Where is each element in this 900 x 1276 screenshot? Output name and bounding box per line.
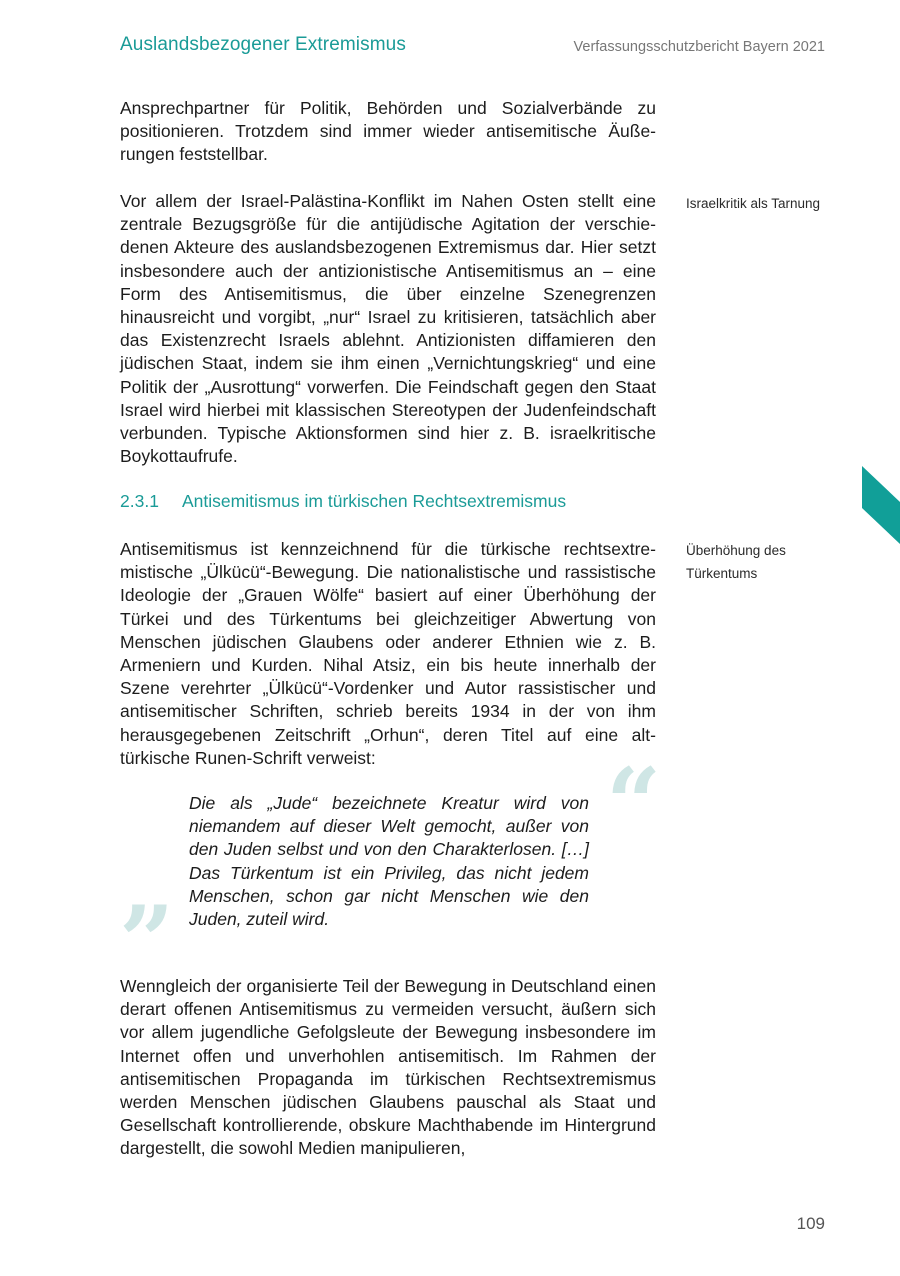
paragraph-intro: Ansprechpartner für Politik, Behörden und Sozialverbände zu positionieren. Trotzdem sind immer wieder antisemitische Äußerungen feststellbar. — [120, 98, 656, 165]
paragraph-organised-movement: Wenngleich der organisierte Teil der Bewegung in Deutschland einen derart offenen Antisemitismus zu vermeiden versucht, äußern sich vor allem jugendliche Gefolgsleute der Bewegung insbesondere im Internet offen und unverhohlen antisemitisch. Im Rahmen der antisemitischen Propaganda im türkischen Rechtsextremismus werden Menschen jüdischen Glaubens pauschal als Staat und Gesellschaft kontrollierende, obskure Machthabende im Hintergrund dargestellt, die sowohl Medien manipulieren, — [120, 976, 656, 1159]
margin-note-israelkritik: Israelkritik als Tarnung — [686, 196, 821, 211]
section-title: Antisemitismus im türkischen Rechtsextremismus — [182, 491, 567, 511]
section-heading — [120, 491, 566, 512]
section-number: 2.3.1 — [120, 491, 159, 511]
quote-close-mark: ” — [119, 885, 175, 998]
running-header-section: Auslandsbezogener Extremismus — [120, 34, 406, 55]
quote-open-mark: “ — [606, 747, 662, 860]
page-number: 109 — [796, 1214, 825, 1233]
margin-note-tuerkentum: Überhöhung des Türkentums — [686, 543, 786, 581]
block-quote: Die als „Jude“ bezeichnete Kreatur wird von niemandem auf dieser Welt gemocht, außer von den Juden selbst und von den Charakterlosen. […] Das Türkentum ist ein Privileg, das nicht jedem Menschen, schon gar nicht Menschen wie den Juden, zuteil wird. — [189, 793, 589, 930]
chapter-tab-marker — [862, 466, 900, 544]
paragraph-israel-conflict: Vor allem der Israel-Palästina-Konflikt im Nahen Osten stellt eine zentrale Bezugsgröße für die antijüdische Agitation der verschiedenen Akteure des auslandsbezogenen Extremismus dar. Hier setzt insbesondere auch der antizionistische Antisemitismus an – eine Form des Antisemitismus, die über einzelne Szenegrenzen hinausreicht und vorgibt, „nur“ Israel zu kritisieren, tatsächlich aber das Existenzrecht Israels ablehnt. Antizionisten diffamieren den jüdischen Staat, indem sie ihm einen „Vernichtungskrieg“ und eine Politik der „Ausrottung“ vorwerfen. Die Feindschaft gegen den Staat Israel wird hierbei mit klassischen Stereotypen der Judenfeindschaft verbunden. Typische Aktionsformen sind hier z. B. israelkritische Boykottaufrufe. — [120, 191, 656, 467]
running-header-report: Verfassungsschutzbericht Bayern 2021 — [573, 39, 825, 55]
paragraph-uelkuecue: Antisemitismus ist kennzeichnend für die türkische rechtsextremistische „Ülkücü“-Bewegung. Die nationalistische und rassistische Ideologie der „Grauen Wölfe“ basiert auf einer Überhöhung der Türkei und des Türkentums bei gleichzeitiger Abwertung von Menschen jüdischen Glaubens oder anderer Ethnien wie z. B. Armeniern und Kurden. Nihal Atsiz, ein bis heute innerhalb der Szene verehrter „Ülkücü“-Vordenker und Autor rassistischer und antisemitischer Schriften, schrieb bereits 1934 in der von ihm herausgegebenen Zeitschrift „Orhun“, deren Titel auf eine alttürkische Runen-Schrift verweist: — [120, 539, 656, 768]
